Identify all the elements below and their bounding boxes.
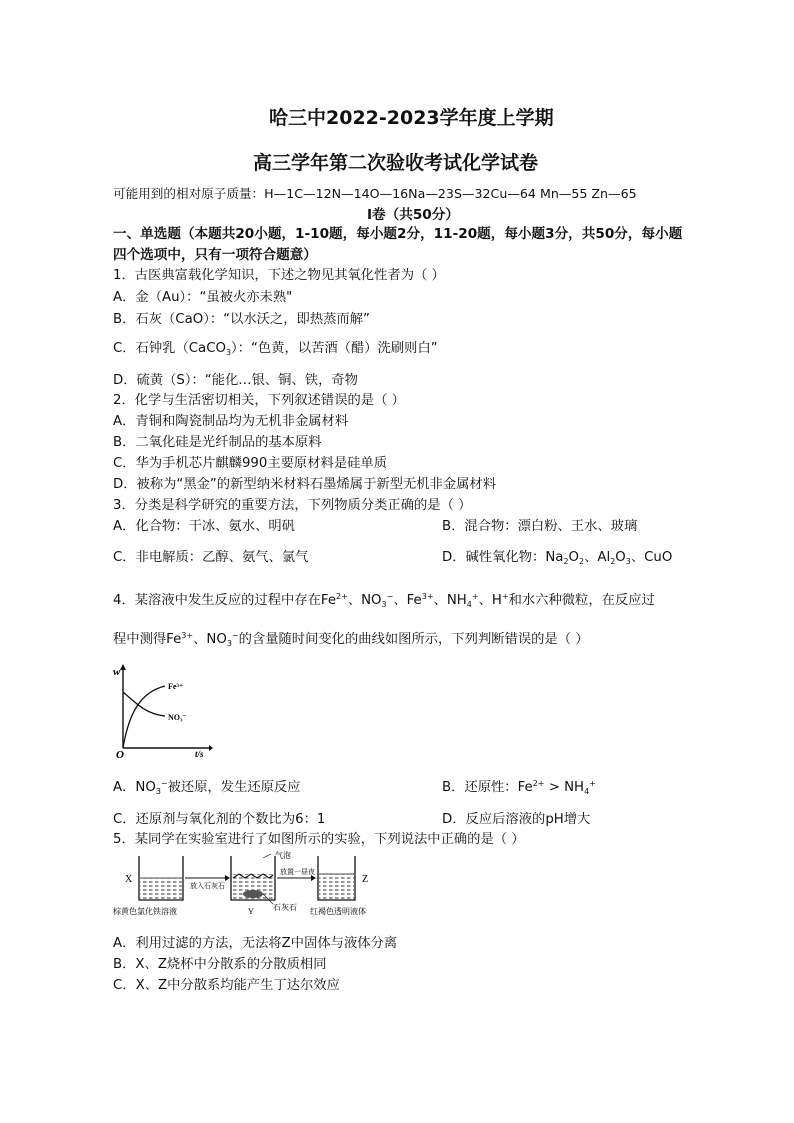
part1-heading: 一、单选题（本题共20小题，1-10题，每小题2分，11-20题，每小题3分，共50分，每小题	[113, 226, 683, 242]
q3-stem: 3．分类是科学研究的重要方法，下列物质分类正确的是（ ）	[113, 498, 472, 513]
q3-option-d: D．碱性氧化物：$Na_2O_2$、$Al_2O_3$、CuO	[442, 550, 673, 566]
right-liquid-label: 红褐色透明液体	[310, 907, 366, 916]
beaker-z	[318, 856, 355, 900]
q2-option-c: C．华为手机芯片麒麟990主要原材料是硅单质	[113, 456, 388, 471]
no3-curve-label: NO₃⁻	[168, 713, 187, 722]
q2-stem: 2．化学与生活密切相关，下列叙述错误的是（ ）	[113, 393, 405, 408]
beaker-x	[139, 856, 183, 900]
q4-stem-line1: 4．某溶液中发生反应的过程中存在$Fe^{2+}$、$NO_3^-$、$Fe^{3+}$、$NH_4^+$、H+和水六种微粒，在反应过	[113, 592, 655, 609]
q2-option-d: D．被称为“黑金”的新型纳米材料石墨烯属于新型无机非金属材料	[113, 477, 497, 492]
q5-stem: 5．某同学在实验室进行了如图所示的实验，下列说法中正确的是（ ）	[113, 832, 525, 847]
q1-option-b: B．石灰（CaO）：“以水沃之，即热蒸而解”	[113, 312, 370, 327]
x-axis-label: t/s	[195, 749, 204, 759]
label-y: Y	[248, 907, 254, 916]
y-axis-label: w	[113, 666, 121, 678]
step2-label: 放置一昼夜	[280, 868, 315, 876]
left-liquid-label: 棕黄色氯化铁溶液	[113, 907, 177, 916]
q3-option-a: A．化合物：干冰、氨水、明矾	[113, 519, 295, 534]
x-axis-arrow	[209, 745, 213, 751]
q1-option-d: D．硫黄（S）：“能化…银、铜、铁，奇物	[113, 373, 358, 388]
q4-stem-line2: 程中测得$Fe^{3+}$、$NO_3^-$的含量随时间变化的曲线如图所示，下列判断错误的是（ ）	[113, 631, 589, 648]
q1-stem: 1．古医典富载化学知识，下述之物见其氧化性者为（ ）	[113, 268, 445, 283]
q3-option-b: B．混合物：漂白粉、王水、玻璃	[442, 519, 638, 534]
exam-title: 哈三中2022-2023学年度上学期	[269, 107, 554, 129]
origin-label: O	[116, 749, 124, 760]
q2-option-b: B．二氧化硅是光纤制品的基本原料	[113, 435, 322, 450]
q5-option-a: A．利用过滤的方法，无法将Z中固体与液体分离	[113, 936, 398, 951]
q1-option-a: A．金（Au）：“虽被火亦未熟"	[113, 290, 293, 305]
part1-heading-2: 四个选项中，只有一项符合题意）	[113, 247, 317, 263]
q2-option-a: A．青铜和陶瓷制品均为无机非金属材料	[113, 414, 349, 429]
q4-option-a: A．$NO_3^-$被还原，发生还原反应	[113, 779, 301, 796]
atomic-masses: 可能用到的相对原子质量：H—1C—12N—14O—16Na—23S—32Cu—64 Mn—55 Zn—65	[113, 186, 637, 201]
q5-option-c: C．X、Z中分散系均能产生丁达尔效应	[113, 978, 340, 993]
label-z: Z	[362, 874, 369, 885]
y-axis-arrow	[120, 664, 126, 670]
q4-option-b: B．还原性：$Fe^{2+} > NH_4^+$	[442, 779, 596, 796]
beaker-y	[231, 856, 275, 900]
bubbles-label: 气泡	[275, 851, 291, 860]
q4-concentration-graph	[113, 662, 213, 760]
fe3-curve	[123, 686, 165, 748]
q4-option-c: C．还原剂与氧化剂的个数比为6：1	[113, 812, 326, 827]
step1-label: 放入石灰石	[190, 882, 225, 890]
fe3-curve-label: Fe³⁺	[168, 682, 184, 691]
q5-option-b: B．X、Z烧杯中分散系的分散质相同	[113, 957, 327, 972]
section-title: Ⅰ卷（共50分）	[367, 207, 459, 223]
no3-curve	[123, 692, 165, 716]
stone-label: 石灰石	[273, 903, 297, 912]
exam-subtitle: 高三学年第二次验收考试化学试卷	[253, 152, 539, 174]
q5-experiment-figure	[113, 848, 378, 918]
label-x: X	[125, 874, 133, 885]
q3-option-c: C．非电解质：乙醇、氨气、氯气	[113, 550, 309, 565]
q1-option-c: C．石钟乳（CaCO$_3$）：“色黄，以苦酒（醋）洗刷则白”	[113, 341, 438, 357]
q4-option-d: D．反应后溶液的pH增大	[442, 812, 591, 827]
